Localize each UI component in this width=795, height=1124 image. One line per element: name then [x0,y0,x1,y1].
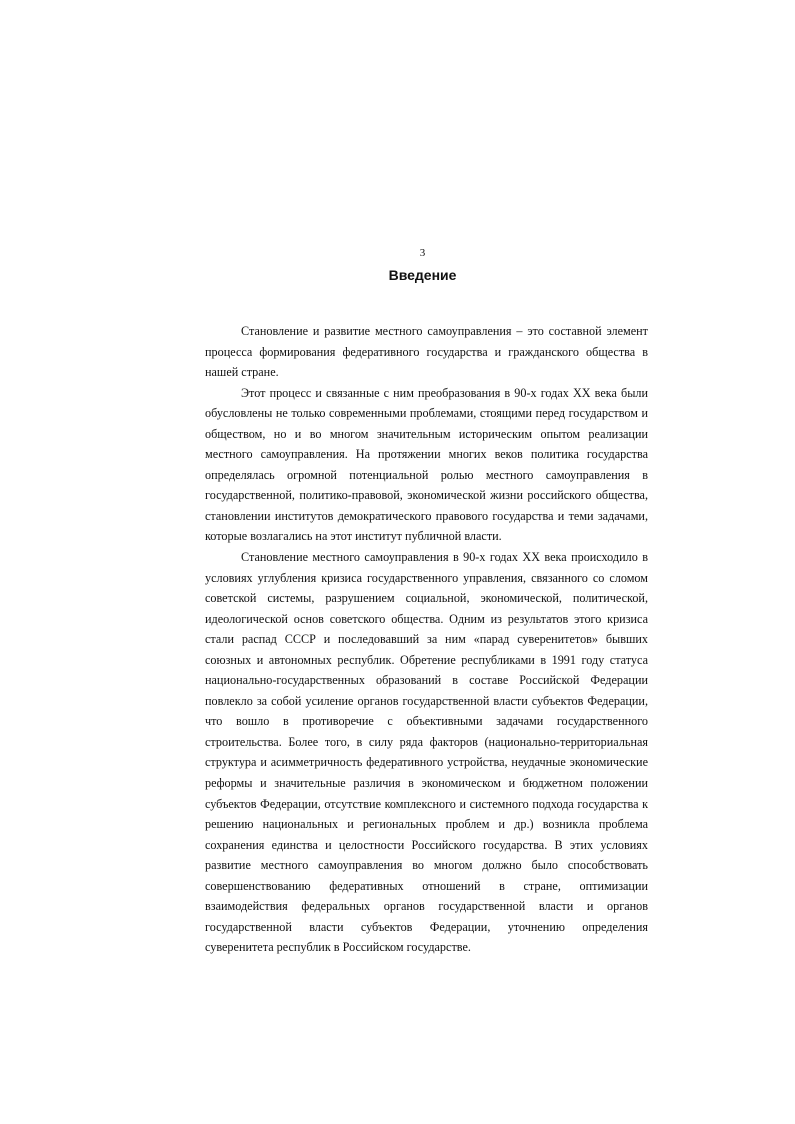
paragraph-1: Становление и развитие местного самоуправления – это составной элемент процесса формирования федеративного государства и гражданского общества в нашей стране. [205,324,648,380]
paragraph-3: Становление местного самоуправления в 90-х годах XX века происходило в условиях углубления кризиса государственного управления, связанного со сломом советской системы, разрушением социальной, экономической, политической, идеологической основ советского общества. Одним из результатов этого кризиса стали распад СССР и последовавший за ним «парад суверенитетов» бывших союзных и автономных республик. Обретение республиками в 1991 году статуса национально-государственных образований в составе Российской Федерации повлекло за собой усиление органов государственной власти субъектов Федерации, что вошло в противоречие с объективными задачами государственного строительства. Более того, в силу ряда факторов (национально-территориальная структура и асимметричность федеративного устройства, неудачные экономические реформы и значительные различия в экономическом и бюджетном положении субъектов Федерации, отсутствие комплексного и системного подхода государства к решению национальных и региональных проблем и др.) возникла проблема сохранения единства и целостности Российского государства. В этих условиях развитие местного самоуправления во многом должно было способствовать совершенствованию федеративных отношений в стране, оптимизации взаимодействия федеральных органов государственной власти и органов государственной власти субъектов Федерации, уточнению определения суверенитета республик в Российском государстве. [205,550,648,955]
page-number: 3 [419,247,426,259]
section-title: Введение [388,267,457,283]
body-text [205,321,648,958]
paragraph-2: Этот процесс и связанные с ним преобразования в 90-х годах XX века были обусловлены не только современными проблемами, стоящими перед государством и обществом, но и во многом значительным историческим опытом реализации местного самоуправления. На протяжении многих веков политика государства определялась огромной потенциальной ролью местного самоуправления в государственной, политико-правовой, экономической жизни российского общества, становлении институтов демократического правового государства и теми задачами, которые возлагались на этот институт публичной власти. [205,385,648,544]
